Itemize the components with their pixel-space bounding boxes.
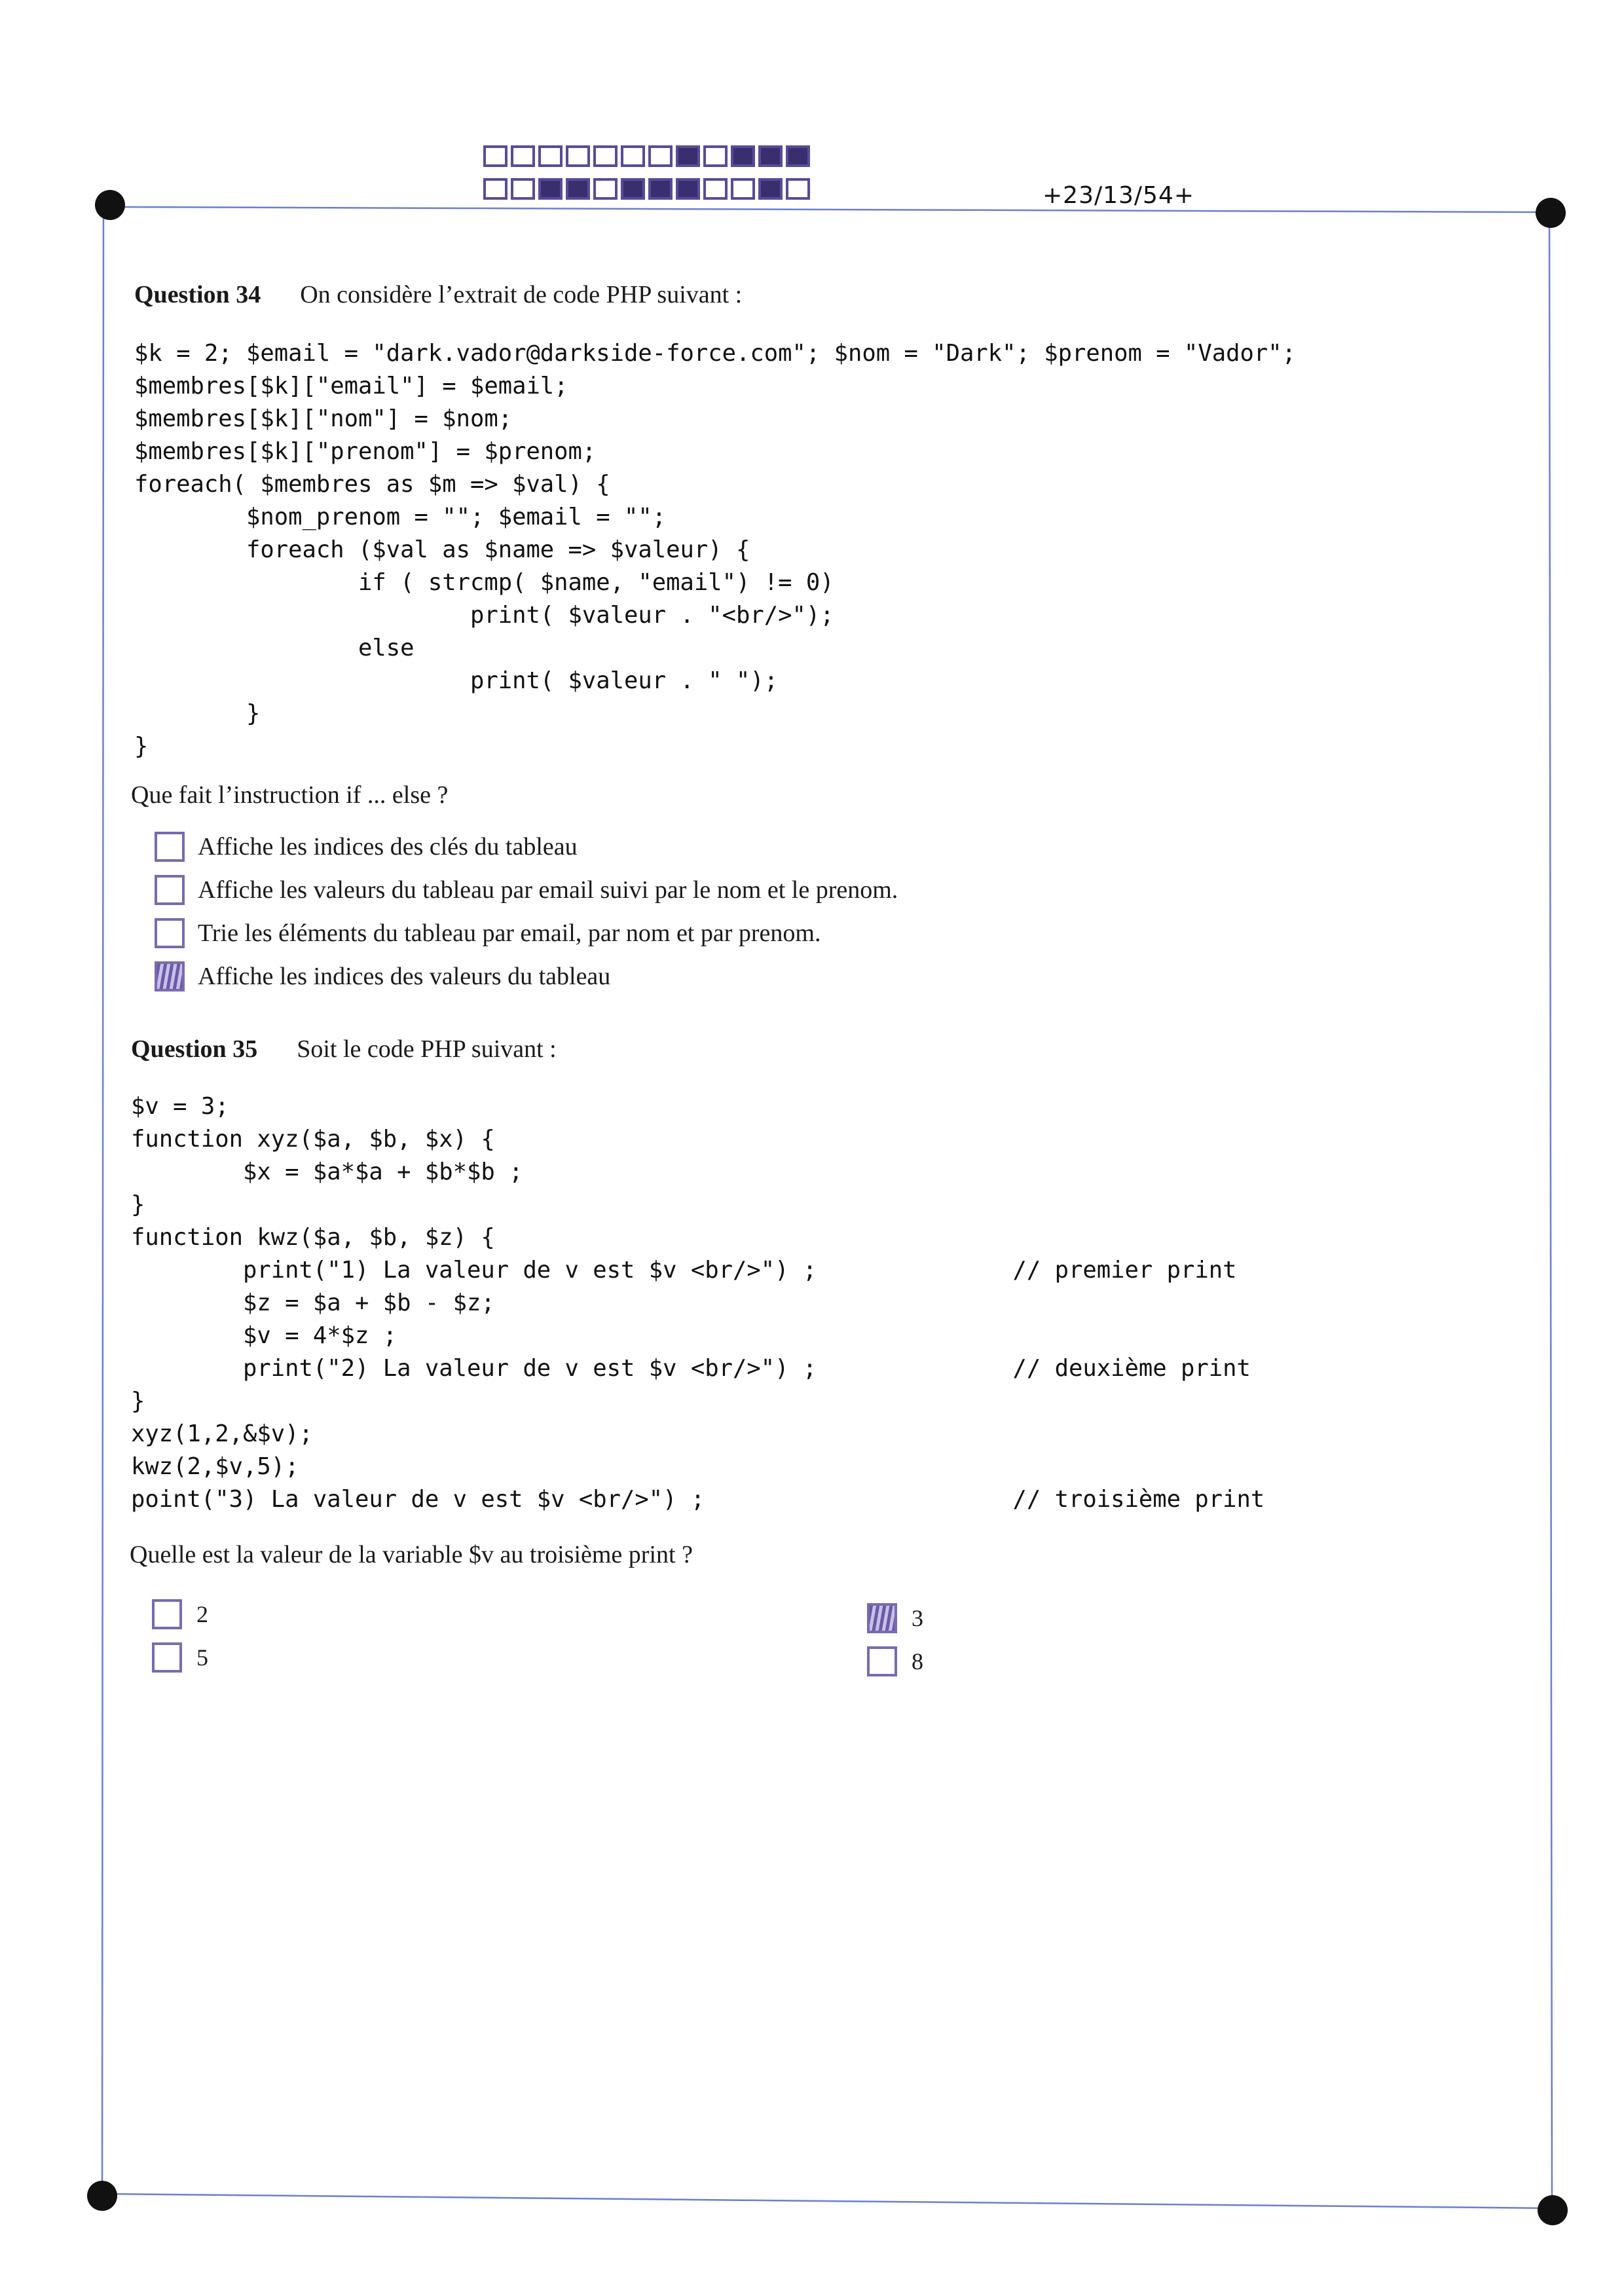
q34-option-3[interactable] [155, 918, 821, 948]
q34-option-4[interactable] [155, 961, 610, 991]
option-label: 5 [196, 1644, 208, 1671]
q34-option-2[interactable] [155, 875, 898, 905]
page-id: +23/13/54+ [1043, 182, 1195, 209]
registration-mark-top-right [1536, 198, 1566, 228]
barcode-cell [648, 178, 673, 200]
barcode-cell [676, 145, 700, 167]
barcode-cell [703, 145, 728, 167]
checkbox[interactable] [152, 1642, 182, 1673]
checkbox[interactable] [155, 918, 185, 948]
barcode-cell [786, 178, 810, 200]
question-number: Question 35 [131, 1035, 258, 1063]
barcode-row-top [483, 145, 810, 167]
question-35-code: $v = 3; function xyz($a, $b, $x) { $x = $a*$a + $b*$b ; } function kwz($a, $b, $z) { print("1) La valeur de v est $v <br/>") ; // premier print $z = $a + $b - $z; $v = 4*$z ; print("2) La valeur de v est $v <br/>") ; // deuxième print } xyz(1,2,&$v); kwz(2,$v,5); point("3) La valeur de v est $v <br/>") ; // troisième print [131, 1093, 1265, 1513]
question-number: Question 34 [134, 281, 261, 308]
barcode-cell [538, 178, 563, 200]
barcode-cell [758, 145, 783, 167]
barcode-cell [483, 178, 507, 200]
question-35-prompt: Quelle est la valeur de la variable $v au troisième print ? [130, 1541, 693, 1568]
checkbox[interactable] [155, 875, 185, 905]
barcode-cell [593, 178, 618, 200]
question-title: Soit le code PHP suivant : [297, 1035, 557, 1063]
barcode-cell [566, 178, 590, 200]
barcode-cell [758, 178, 783, 200]
question-35-heading [131, 1035, 557, 1064]
barcode-cell [538, 145, 563, 167]
option-label: Affiche les indices des valeurs du tableau [198, 963, 611, 990]
question-34-prompt: Que fait l’instruction if ... else ? [131, 781, 449, 809]
option-label: Affiche les valeurs du tableau par email suivi par le nom et le prenom. [198, 876, 898, 904]
registration-mark-bottom-right [1538, 2195, 1568, 2225]
barcode-cell [731, 145, 755, 167]
barcode-cell [621, 178, 645, 200]
barcode-cell [786, 145, 810, 167]
option-label: Affiche les indices des clés du tableau [198, 833, 578, 861]
q35-option-8[interactable] [867, 1646, 923, 1676]
barcode-cell [483, 145, 507, 167]
checkbox-checked[interactable] [155, 961, 185, 991]
barcode-cell [648, 145, 673, 167]
option-label: 3 [912, 1605, 923, 1631]
q34-option-1[interactable] [155, 832, 578, 862]
barcode-row-bottom [483, 178, 810, 200]
barcode-cell [593, 145, 618, 167]
q35-option-2[interactable] [152, 1599, 208, 1629]
checkbox[interactable] [155, 832, 185, 862]
question-34-heading [134, 280, 742, 309]
barcode-cell [566, 145, 590, 167]
registration-mark-top-left [95, 190, 125, 220]
checkbox-checked[interactable] [867, 1603, 897, 1633]
barcode-cell [731, 178, 755, 200]
option-label: 8 [912, 1648, 923, 1675]
barcode-cell [511, 178, 535, 200]
q35-option-3[interactable] [867, 1603, 923, 1633]
checkbox[interactable] [867, 1646, 897, 1676]
barcode-cell [621, 145, 645, 167]
barcode-cell [703, 178, 728, 200]
option-label: Trie les éléments du tableau par email, par nom et par prenom. [198, 919, 821, 947]
question-34-code: $k = 2; $email = "dark.vador@darkside-force.com"; $nom = "Dark"; $prenom = "Vador"; $membres[$k]["email"] = $email; $membres[$k]["nom"] = $nom; $membres[$k]["prenom"] = $prenom; foreach( $membres as $m => $val) { $nom_prenom = ""; $email = ""; foreach ($val as $name => $valeur) { if ( strcmp( $name, "email") != 0) print( $valeur . "<br/>"); else print( $valeur . " "); } } [134, 340, 1296, 760]
option-label: 2 [196, 1601, 208, 1627]
q35-option-5[interactable] [152, 1642, 208, 1673]
question-title: On considère l’extrait de code PHP suivant : [300, 281, 743, 308]
checkbox[interactable] [152, 1599, 182, 1629]
barcode-cell [511, 145, 535, 167]
barcode-cell [676, 178, 700, 200]
registration-mark-bottom-left [87, 2181, 117, 2211]
